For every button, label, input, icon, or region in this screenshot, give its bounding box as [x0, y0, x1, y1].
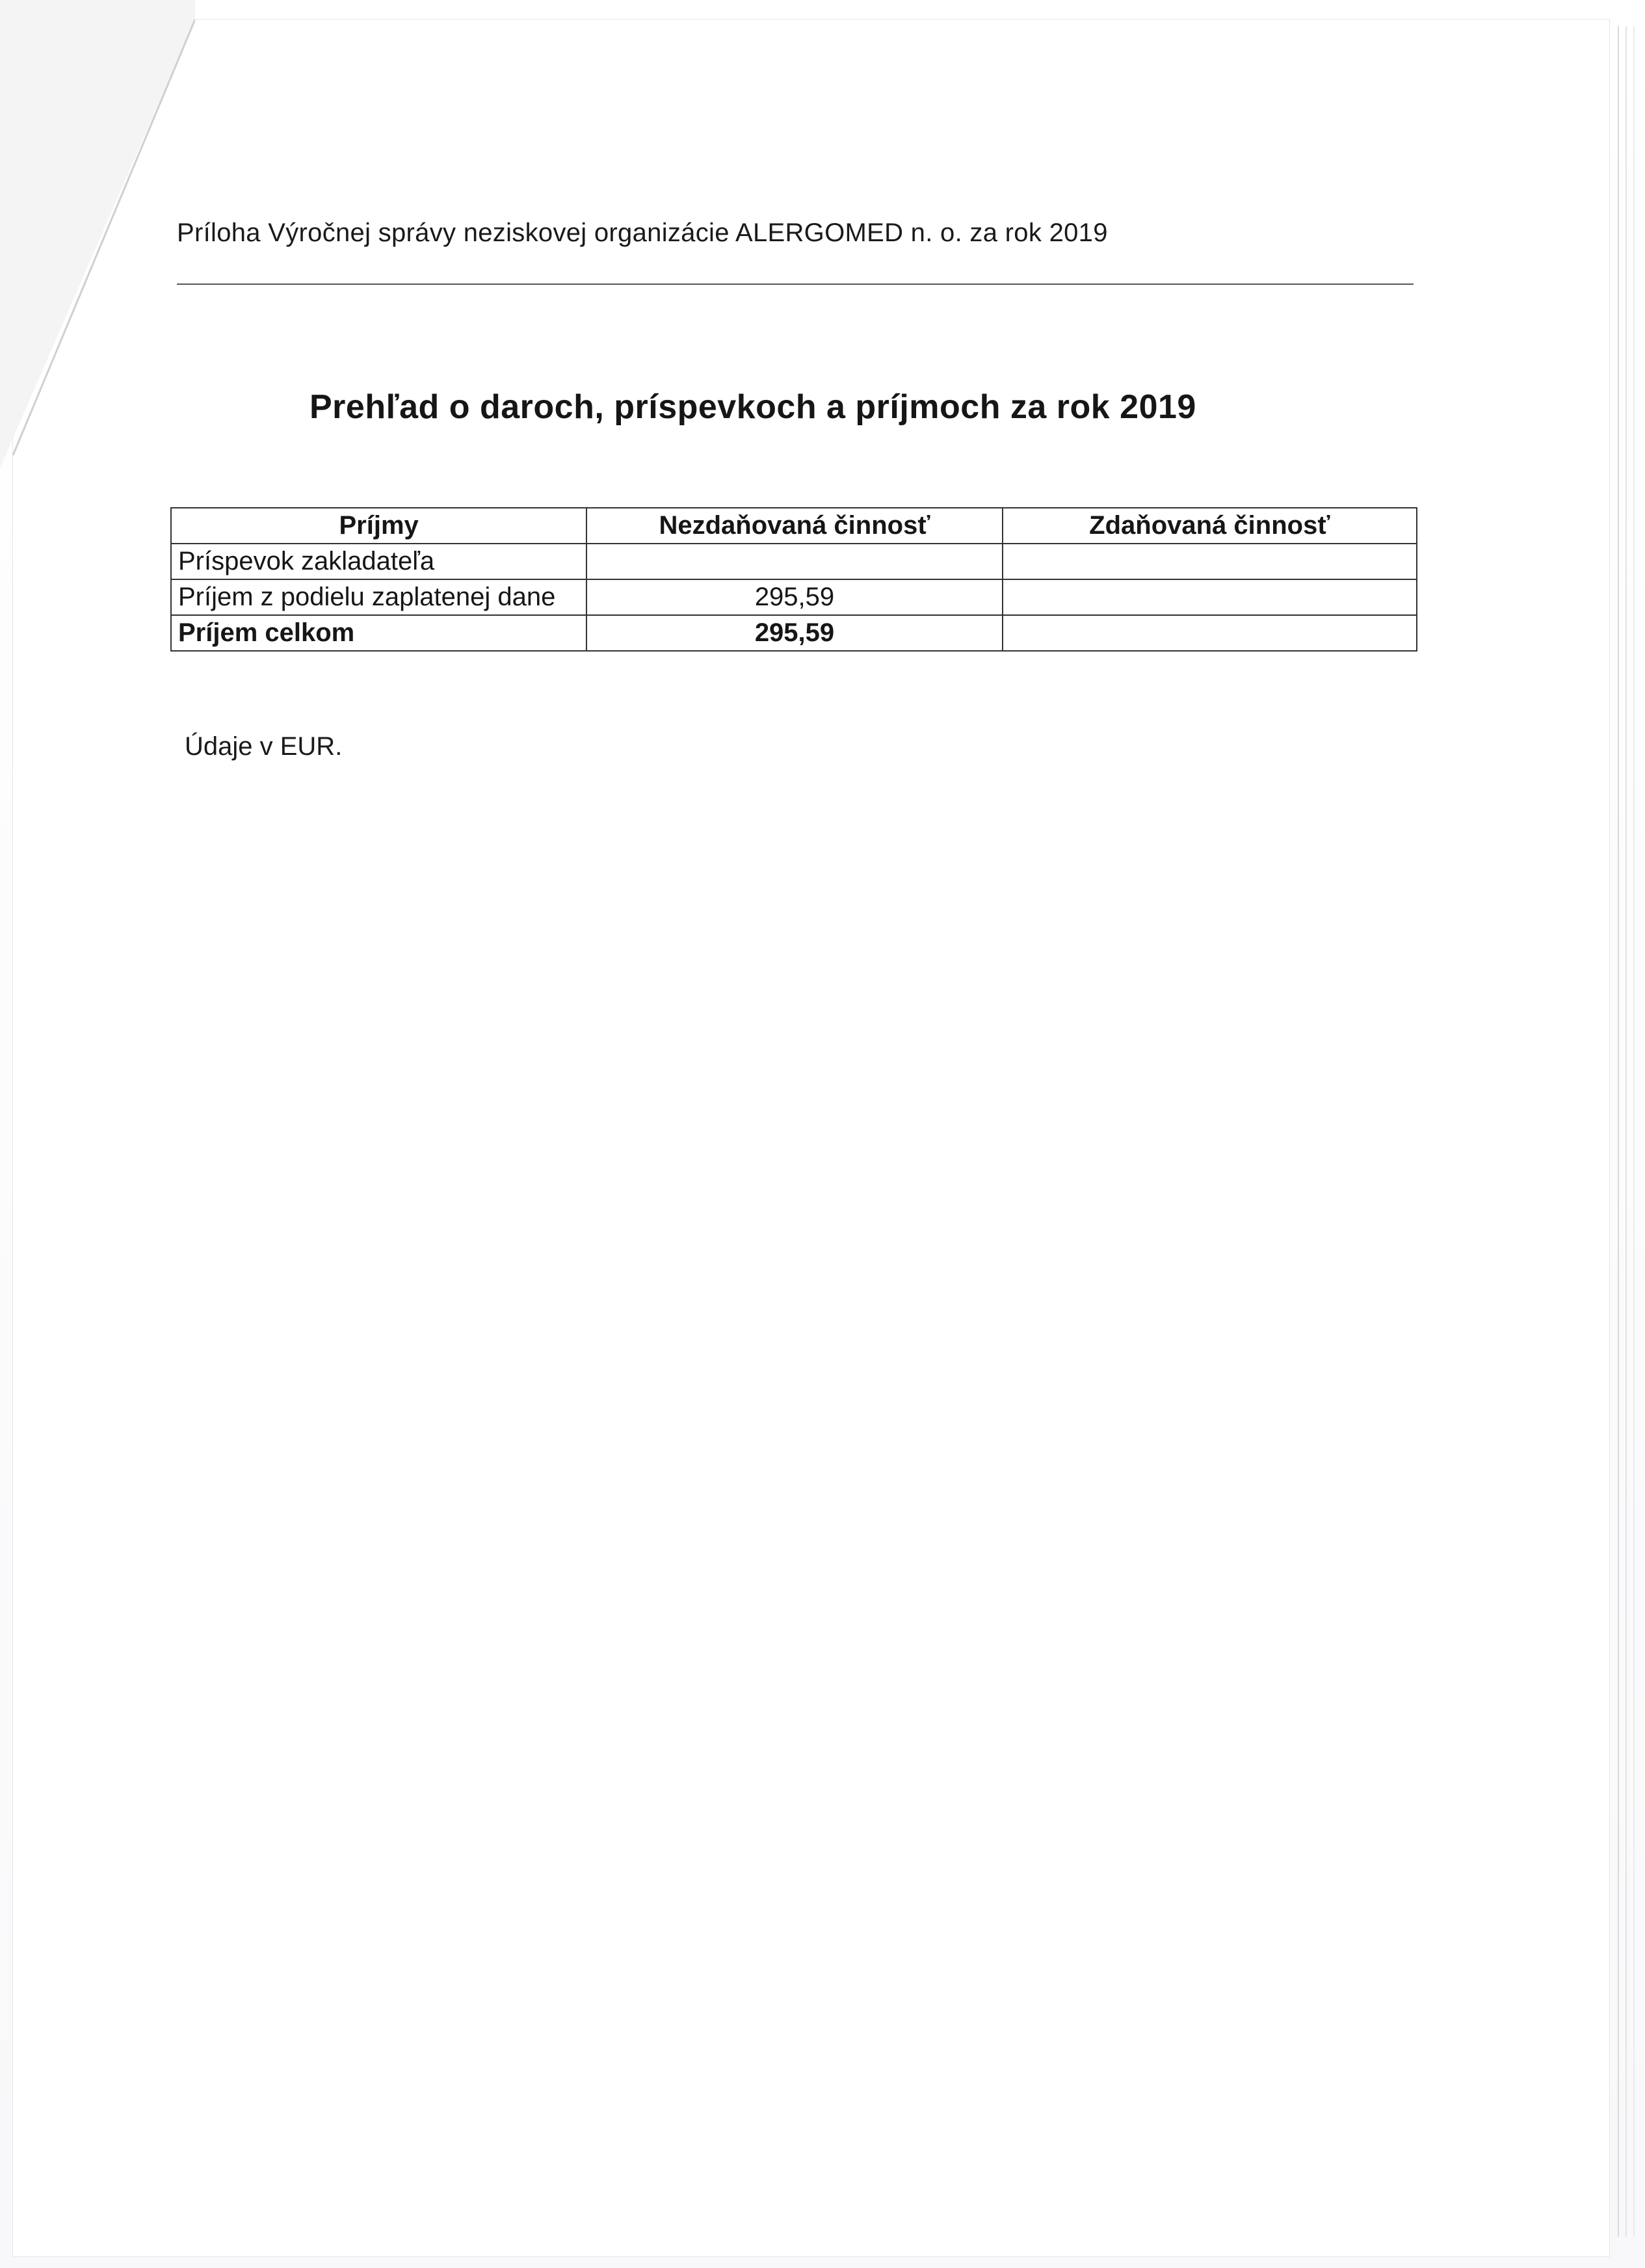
row-label: Príjem z podielu zaplatenej dane	[171, 579, 586, 615]
units-note: Údaje v EUR.	[185, 732, 343, 761]
taxable-cell	[1003, 579, 1417, 615]
table-header-row	[171, 508, 1417, 544]
total-taxable-cell	[1003, 615, 1417, 651]
column-header-income: Príjmy	[171, 508, 586, 544]
document-header: Príloha Výročnej správy neziskovej organizácie ALERGOMED n. o. za rok 2019	[177, 218, 1108, 247]
table-row	[171, 579, 1417, 615]
column-header-nontaxable: Nezdaňovaná činnosť	[586, 508, 1002, 544]
header-divider	[177, 284, 1414, 285]
taxable-cell	[1003, 544, 1417, 579]
row-label: Príspevok zakladateľa	[171, 544, 586, 579]
table-row	[171, 544, 1417, 579]
nontaxable-cell: 295,59	[586, 579, 1002, 615]
income-table	[170, 507, 1417, 652]
page-title: Prehľad o daroch, príspevkoch a príjmoch za rok 2019	[309, 388, 1196, 426]
document-page	[13, 20, 1609, 2256]
total-label: Príjem celkom	[171, 615, 586, 651]
column-header-taxable: Zdaňovaná činnosť	[1003, 508, 1417, 544]
folded-page-corner	[0, 0, 195, 468]
total-nontaxable-cell: 295,59	[586, 615, 1002, 651]
table-total-row	[171, 615, 1417, 651]
nontaxable-cell	[586, 544, 1002, 579]
page-edge-line	[1633, 26, 1635, 2237]
page-edge-line	[1618, 26, 1619, 2237]
page-edge-line	[1625, 26, 1627, 2237]
